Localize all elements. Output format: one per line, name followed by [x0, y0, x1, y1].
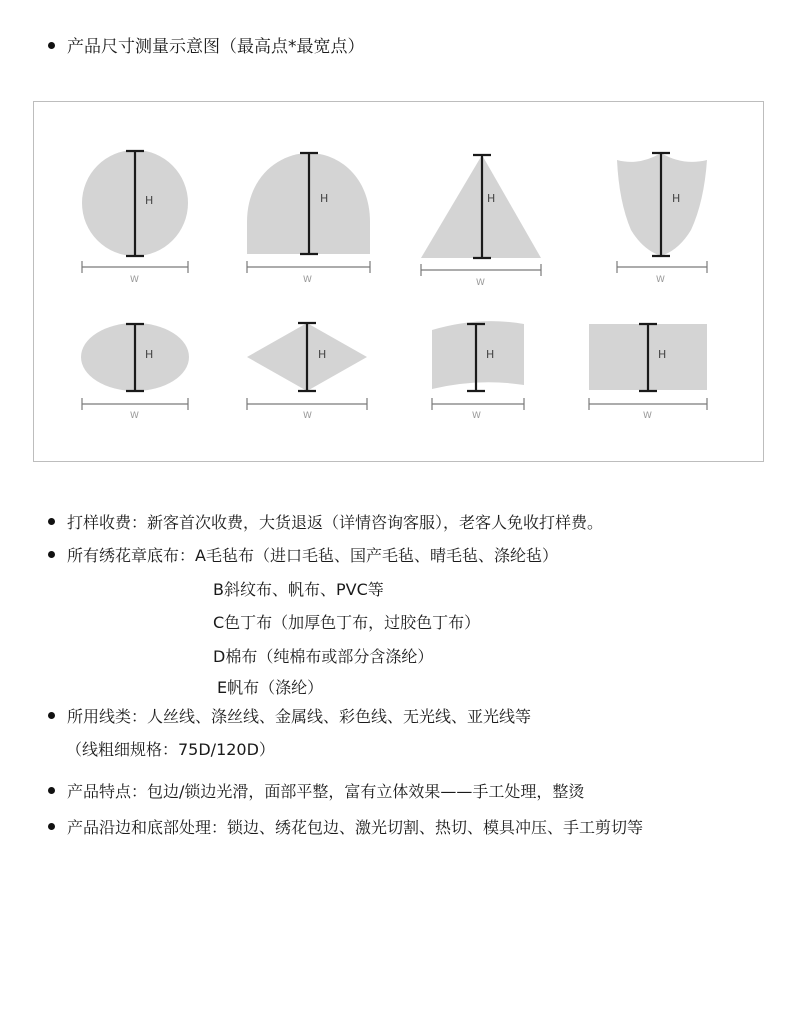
- w-label: W: [130, 411, 139, 421]
- page-title: 产品尺寸测量示意图（最高点*最宽点）: [67, 37, 365, 57]
- bullet-icon: [48, 787, 55, 794]
- thread-types-text: 所用线类：人丝线、涤丝线、金属线、彩色线、无光线、亚光线等: [67, 707, 532, 726]
- shape-rectangle: [589, 324, 707, 421]
- bullet-icon: [48, 712, 55, 719]
- info-sample-fee: [48, 512, 603, 534]
- info-thread-types: [48, 706, 531, 728]
- h-label: H: [487, 192, 496, 205]
- h-label: H: [145, 194, 154, 207]
- w-label: W: [303, 275, 312, 285]
- h-label: H: [658, 348, 667, 361]
- shape-diamond: [247, 323, 367, 421]
- fabric-e-text: E帆布（涤纶）: [217, 678, 324, 697]
- w-label: W: [476, 278, 485, 288]
- fabric-b-text: B斜纹布、帆布、PVC等: [213, 580, 384, 599]
- h-label: H: [318, 348, 327, 361]
- shape-curved-band: [432, 321, 524, 421]
- w-label: W: [643, 411, 652, 421]
- h-label: H: [145, 348, 154, 361]
- shape-shield: [617, 153, 707, 285]
- info-edge-treatment: [48, 817, 643, 839]
- w-label: W: [656, 275, 665, 285]
- w-label: W: [303, 411, 312, 421]
- shape-ellipse: [81, 323, 189, 421]
- shape-arch: [247, 153, 370, 285]
- fabric-c-text: C色丁布（加厚色丁布，过胶色丁布）: [213, 613, 481, 632]
- bullet-icon: [48, 823, 55, 830]
- diagram-svg: [34, 102, 765, 463]
- bullet-icon: [48, 518, 55, 525]
- heading-line: [48, 36, 365, 58]
- h-label: H: [486, 348, 495, 361]
- w-label: W: [130, 275, 139, 285]
- edge-treatment-text: 产品沿边和底部处理：锁边、绣花包边、激光切割、热切、模具冲压、手工剪切等: [67, 818, 644, 837]
- bullet-icon: [48, 42, 55, 49]
- thread-spec-text: （线粗细规格：75D/120D）: [66, 740, 275, 759]
- h-label: H: [320, 192, 329, 205]
- base-fabric-label: 所有绣花章底布：: [67, 546, 196, 565]
- shape-triangle: [421, 155, 541, 288]
- w-label: W: [472, 411, 481, 421]
- shape-circle: [82, 150, 188, 285]
- fabric-d-text: D棉布（纯棉布或部分含涤纶）: [213, 647, 434, 666]
- info-features: [48, 781, 584, 803]
- bullet-icon: [48, 551, 55, 558]
- sample-fee-text: 打样收费：新客首次收费，大货退返（详情咨询客服），老客人免收打样费。: [67, 513, 604, 532]
- h-label: H: [672, 192, 681, 205]
- info-base-fabric: [48, 545, 558, 567]
- measurement-diagram: [33, 101, 764, 462]
- features-text: 产品特点：包边/锁边光滑，面部平整，富有立体效果——手工处理，整烫: [67, 782, 585, 801]
- fabric-a-text: A毛毡布（进口毛毡、国产毛毡、晴毛毡、涤纶毡）: [195, 546, 558, 565]
